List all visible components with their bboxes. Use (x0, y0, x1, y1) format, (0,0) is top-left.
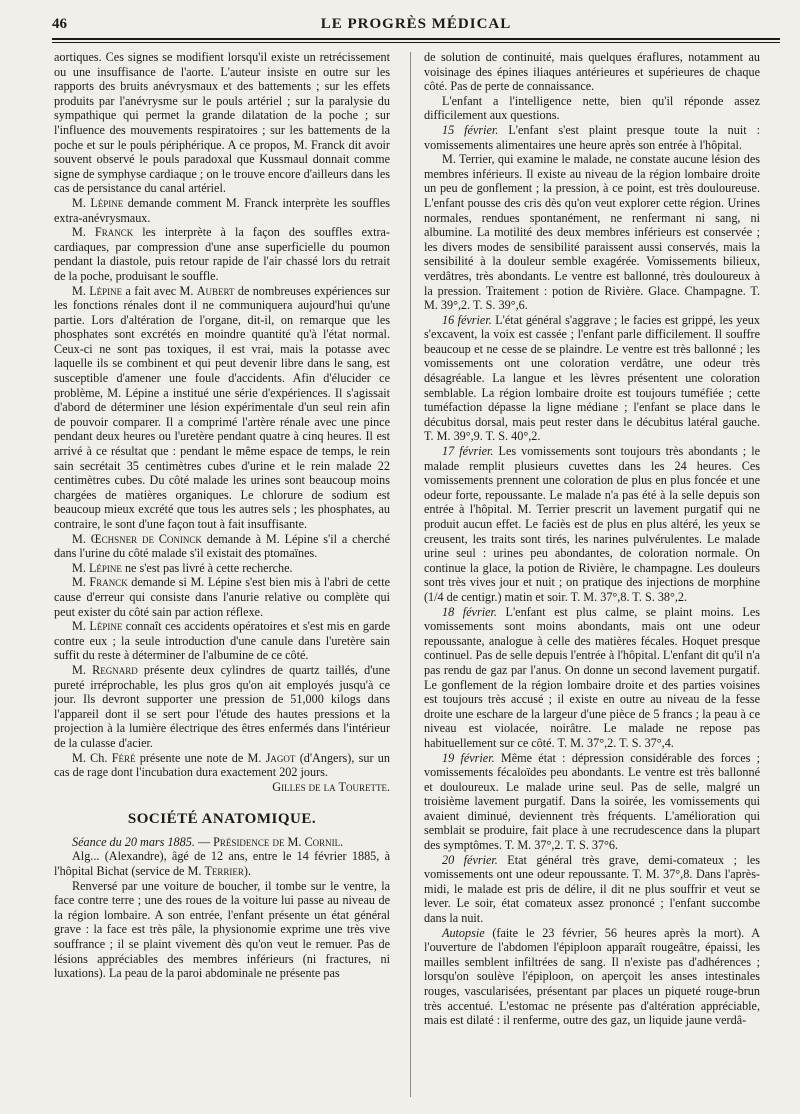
speaker-name: Jagot (265, 750, 296, 765)
paragraph: 15 février. L'enfant s'est plaint presque toute la nuit : vomissements alimentaires une heure après son entrée à l'hôpital. (424, 122, 760, 152)
paragraph: Alg... (Alexandre), âgé de 12 ans, entre le 14 février 1885, à l'hôpital Bichat (service de M. Terrier). (54, 849, 390, 879)
speaker-name: Franck (89, 575, 128, 590)
entry-date: 16 février. (442, 312, 492, 327)
paragraph: aortiques. Ces signes se modifient lorsqu'il existe un retrécissement ou une insuffisance de l'aorte. L'auteur insiste en outre sur les rapports des bruits anévrysmaux et des battements ; sur les effets produits par l'anévrysme sur le pouls artériel ; sur la paralysie du sympathique qui permet la grande dilatation de la poche ; sur l'influence des mouvements respiratoires ; sur les battements de la poche et sur le pouls périphérique. A ce propos, M. Franck dit avoir souvent observé le pouls paradoxal que Kussmaul donnait comme signe de symphyse cardiaque ; on le trouve encore d'ailleurs dans les cas de persistance du canal artériel. (54, 50, 390, 196)
page-header (52, 16, 780, 38)
paragraph: M. Œchsner de Coninck demande à M. Lépine s'il a cherché dans l'urine du côté malade s'il existait des ptomaïnes. (54, 531, 390, 561)
entry-date: 18 février. (442, 604, 497, 619)
section-title: SOCIÉTÉ ANATOMIQUE. (127, 811, 317, 828)
paragraph: M. Lépine a fait avec M. Aubert de nombreuses expériences sur les fonctions rénales dont il ne communiquera aujourd'hui qu'une partie. Lors d'altération de l'organe, dit-il, on remarque que les phosphates sont excrétés en moindre quantité qu'à l'état normal. Ceux-ci ne sont pas toxiques, il est vrai, mais la potasse avec laquelle ils se combinent et qui peut devenir libre dans le sang, est susceptible d'amener une foule d'accidents. Afin d'élucider ce problème, M. Lépine a institué une série d'expériences. Il s'agissait d'abord de déterminer une lésion expérimentale d'un seul rein afin de pouvoir comparer. Il a comprimé l'artère rénale avec une pince pendant deux heures ou l'uretère pendant quatre à cinq heures. Il est arrivé à ce résultat que : pendant le même espace de temps, le rein sain secrétait 35 centimètres cubes d'urine et le rein malade 22 centimètres cubes. Du côté malade les urines sont beaucoup moins chargées de matières organiques. Le chlorure de sodium est beaucoup mieux excrété que tous les autres sels ; les phosphates, au contraire, le sont d'une façon tout à fait insuffisante. (54, 283, 390, 531)
session-line: Séance du 20 mars 1885. — Présidence de M. Cornil. (72, 834, 344, 849)
speaker-name: Aubert (196, 283, 235, 298)
paragraph: M. Lépine ne s'est pas livré à cette recherche. (72, 560, 293, 575)
paragraph: M. Franck les interprète à la façon des souffles extra-cardiaques, par compression d'une anse superficielle du poumon pendant la diastole, puis retour rapide de l'air chassé lors du retrait de la poche, produisant le souffle. (54, 225, 390, 283)
autopsy-label: Autopsie (442, 925, 485, 940)
session-presidency: Présidence de M. Cornil. (213, 834, 344, 849)
speaker-name: Lépine (89, 283, 123, 298)
header-rule-thin (52, 42, 780, 43)
paragraph: Autopsie (faite le 23 février, 56 heures après la mort). A l'ouverture de l'abdomen l'épiploon apparaît rougeâtre, épaissi, les mailles semblent infiltrées de sang. Il n'existe pas d'adhérences ; lorsqu'on soulève l'épiploon, on aperçoit les anses intestinales rouges, vascularisées, présentant par places un piqueté rouge-brun très accentué. L'estomac ne présente pas d'altération appréciable, mais est dilaté : il renferme, outre des gaz, un liquide jaune verdâ- (424, 925, 760, 1028)
paragraph: Renversé par une voiture de boucher, il tombe sur le ventre, la face contre terre ; une des roues de la voiture lui passe au niveau de la région lombaire. A son entrée, l'enfant présente un état général grave : la face est très pâle, la physionomie exprime une très vive souffrance ; il se plaint vivement dès qu'on veut le remuer. Pas de lésions appréciables des membres inférieurs (ni fractures, ni luxations). La peau de la paroi abdominale ne présente pas (54, 878, 390, 981)
entry-date: 20 février. (442, 852, 498, 867)
column-divider (410, 52, 411, 1097)
author-signature: Gilles de la Tourette. (272, 779, 390, 794)
paragraph: M. Regnard présente deux cylindres de quartz taillés, d'une pureté irréprochable, les plus gros qu'on ait employés jusqu'à ce jour. Ils devront supporter une pression de 51,000 kilogs dans l'appareil dont il se sert pour l'étude des hautes pressions et la projection à la lumière électrique des êtres enfermés dans l'intérieur de la culasse d'acier. (54, 662, 390, 750)
session-date: Séance du 20 mars 1885. (72, 834, 195, 849)
speaker-name: Regnard (92, 662, 138, 677)
paragraph: M. Lépine connaît ces accidents opératoires et s'est mis en garde contre eux ; la seule introduction d'une canule dans l'uretère sain suffit du reste à déterminer de l'albumine de ce côté. (54, 619, 390, 663)
paragraph: de solution de continuité, mais quelques éraflures, notamment au voisinage des épines iliaques antérieures et supérieures de chaque côté. Pas de perte de connaissance. (424, 50, 760, 94)
paragraph: M. Terrier, qui examine le malade, ne constate aucune lésion des membres inférieurs. Il existe au niveau de la région lombaire droite un peu de gonflement ; la pression, à ce point, est très douloureuse. L'enfant pousse des cris dès qu'on veut explorer cette région. Urines normales, rendues spontanément, ne renfermant ni sang, ni albumine. La motilité des deux membres inférieurs est conservée ; les divers modes de sensibilité paraissent aussi conservés, mais la sensibilité à la douleur semble exagérée. Vomissements bilieux, verdâtres, très abondants. Le ventre est ballonné, très douloureux à la pression. Traitement : potion de Rivière. Glace. Champagne. T. M. 39°,2. T. S. 39°,6. (424, 152, 760, 313)
speaker-name: Lépine (88, 560, 122, 575)
page-number: 46 (52, 16, 67, 32)
right-column (424, 50, 760, 1100)
speaker-name: Œchsner de Coninck (90, 531, 202, 546)
left-column (54, 50, 390, 1100)
paragraph: M. Lépine demande comment M. Franck interprète les souffles extra-anévrysmaux. (54, 195, 390, 225)
speaker-name: Terrier (204, 864, 244, 879)
speaker-name: Féré (111, 750, 136, 765)
paragraph: 18 février. L'enfant est plus calme, se plaint moins. Les vomissements sont moins abondants, mais ont une odeur repoussante, analogue à celle des matières fécales. Hoquet presque continuel. Pas de selle depuis l'entrée à l'hôpital. L'enfant dit qu'il n'a pas rendu de gaz par l'anus. On donne un second lavement purgatif. Le gonflement de la région lombaire droite et des parties voisines est toujours très accusé ; il existe en outre au niveau de la fesse droite une eschare de la largeur d'une pièce de 5 francs ; la peau à ce niveau est violacée, noirâtre. Le malade ne repose pas habituellement sur ce côté. T. M. 37°,2. T. S. 37°,4. (424, 604, 760, 750)
paragraph: L'enfant a l'intelligence nette, bien qu'il réponde assez difficilement aux questions. (424, 93, 760, 123)
paragraph: M. Ch. Féré présente une note de M. Jagot (d'Angers), sur un cas de rage dont l'incubation dura exactement 202 jours. (54, 750, 390, 780)
paragraph: 20 février. Etat général très grave, demi-comateux ; les vomissements ont une odeur repoussante. T. M. 37°,8. Dans l'après-midi, le malade est pris de délire, il dit ne plus souffrir et veut se lever. Le soir, état comateux assez prononcé ; l'enfant succombe dans la nuit. (424, 852, 760, 926)
speaker-name: Lépine (90, 195, 124, 210)
paragraph: 17 février. Les vomissements sont toujours très abondants ; le malade remplit plusieurs cuvettes dans les 24 heures. Ces vomissements prennent une coloration de plus en plus foncée et une odeur forte, repoussante. Le malade n'a pas été à la selle depuis son entrée à l'hôpital. M. Terrier prescrit un lavement purgatif qui ne produit aucun effet. Le faciès est de plus en plus altéré, les yeux se creusent, les traits sont tirés, les narines pulvérulentes. Le malade urine seul : urines peu abondantes, de coloration normale. On continue la glace, la potion de Rivière, le champagne. Les douleurs sont très vives jour et nuit ; on pratique des injections de morphine (1/4 de centigr.) matin et soir. T. M. 37°,8. T. S. 38°,2. (424, 444, 760, 604)
speaker-name: Franck (94, 225, 134, 240)
speaker-name: Lépine (89, 619, 123, 634)
journal-title: LE PROGRÈS MÉDICAL (320, 16, 512, 32)
entry-date: 19 février. (442, 750, 495, 765)
paragraph: M. Franck demande si M. Lépine s'est bien mis à l'abri de cette cause d'erreur qui consiste dans l'anurie relative ou complète qui peut exister du côté sain par action réflexe. (54, 575, 390, 619)
header-rule (52, 38, 780, 40)
paragraph: 19 février. Même état : dépression considérable des forces ; vomissements fécaloïdes peu abondants. Le ventre est très ballonné et douloureux. Le malade urine seul. Pas de selle, malgré un troisième lavement purgatif. Dans la soirée, les vomissements qui avaient diminué, deviennent très fréquents. L'amélioration qui semblait se produire, fait place à une recrudescence dans la plupart des symptômes. T. M. 37°,2. T. S. 37°6. (424, 750, 760, 853)
paragraph: 16 février. L'état général s'aggrave ; le facies est grippé, les yeux s'excavent, la voix est cassée ; l'enfant parle difficilement. Il souffre beaucoup et ne cesse de se plaindre. Le ventre est très ballonné ; les vomissements ont une coloration verdâtre, une odeur très désagréable. La langue et les lèvres présentent une coloration semblable. La région lombaire droite est toujours tuméfiée ; cette tuméfaction dépasse la ligne médiane ; l'enfant se place dans le décubitus dorsal, mais peut rester dans le décubitus latéral gauche. T. M. 39°,9. T. S. 40°,2. (424, 312, 760, 444)
entry-date: 17 février. (442, 444, 494, 459)
entry-date: 15 février. (442, 122, 499, 137)
